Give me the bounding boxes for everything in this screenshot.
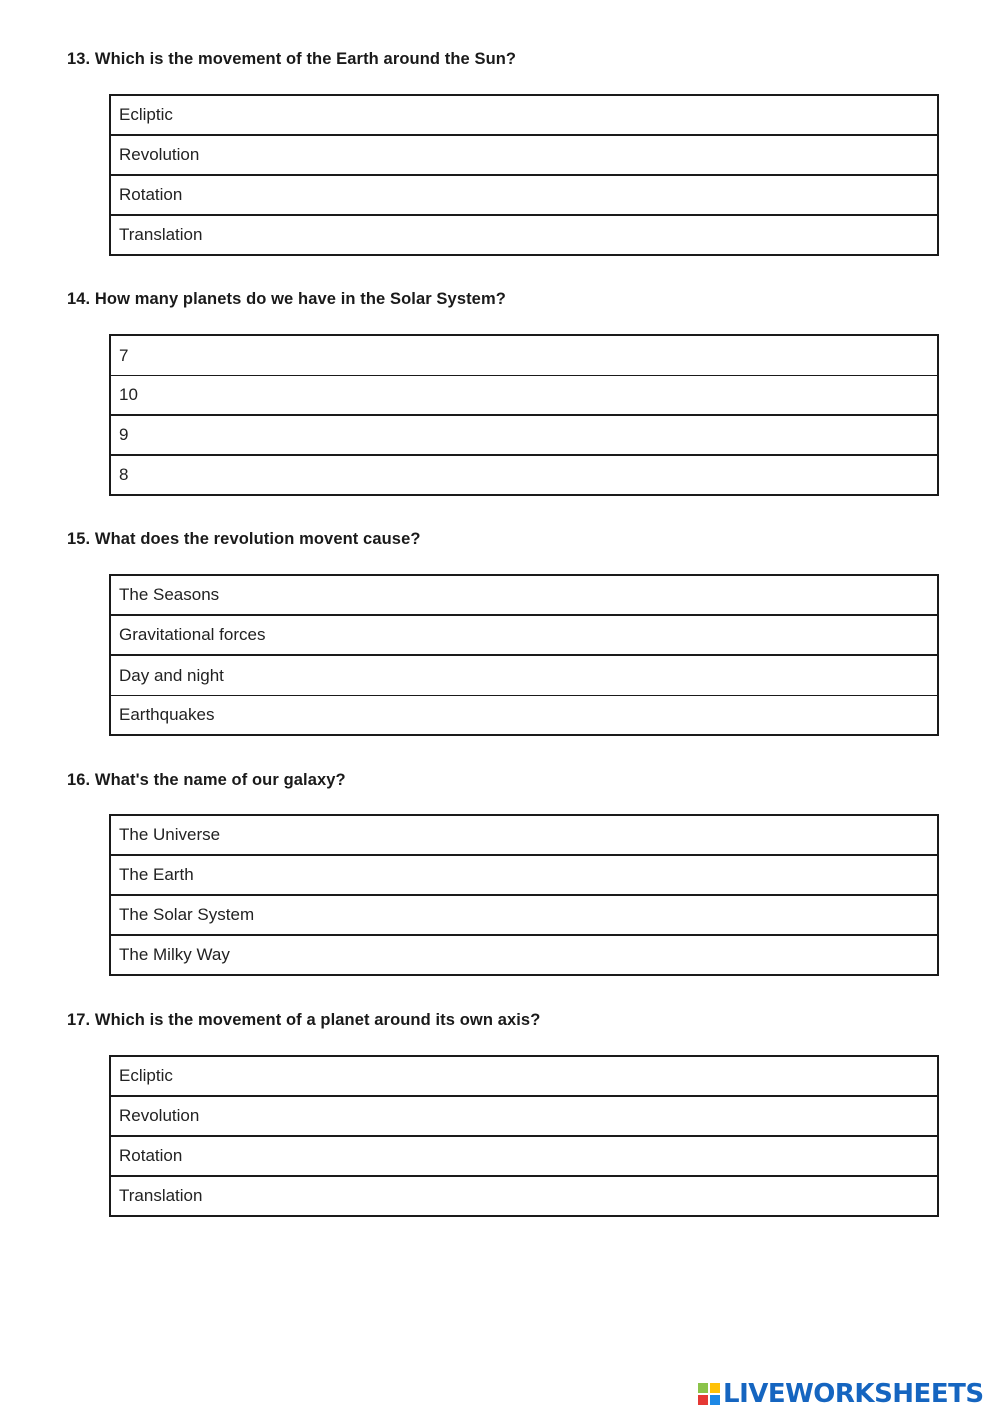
answer-option[interactable]: Ecliptic [111,1057,937,1097]
answer-option[interactable]: Revolution [111,136,937,176]
answer-option[interactable]: 10 [111,376,937,416]
answer-option[interactable]: 8 [111,456,937,496]
answer-option[interactable]: The Solar System [111,896,937,936]
answer-option[interactable]: Revolution [111,1097,937,1137]
answer-options [109,814,939,976]
answer-options [109,1055,939,1217]
answer-options [109,574,939,736]
answer-option[interactable]: 7 [111,336,937,376]
answer-option[interactable]: 9 [111,416,937,456]
answer-options [109,334,939,496]
answer-option[interactable]: Rotation [111,1137,937,1177]
answer-option[interactable]: Translation [111,1177,937,1217]
question-title: 14. How many planets do we have in the Solar System? [67,290,506,308]
question-title: 15. What does the revolution movent cause? [67,530,421,548]
answer-option[interactable]: Rotation [111,176,937,216]
answer-option[interactable]: Gravitational forces [111,616,937,656]
answer-option[interactable]: The Earth [111,856,937,896]
answer-option[interactable]: Earthquakes [111,696,937,736]
answer-option[interactable]: Translation [111,216,937,256]
liveworksheets-logo [698,1379,984,1409]
question-title: 16. What's the name of our galaxy? [67,771,346,789]
question-title: 17. Which is the movement of a planet around its own axis? [67,1011,541,1029]
answer-option[interactable]: The Universe [111,816,937,856]
answer-option[interactable]: Ecliptic [111,96,937,136]
logo-text: LIVEWORKSHEETS [723,1379,984,1409]
answer-option[interactable]: Day and night [111,656,937,696]
answer-option[interactable]: The Milky Way [111,936,937,976]
question-title: 13. Which is the movement of the Earth around the Sun? [67,50,517,68]
answer-option[interactable]: The Seasons [111,576,937,616]
answer-options [109,94,939,256]
logo-blocks-icon [698,1383,720,1405]
